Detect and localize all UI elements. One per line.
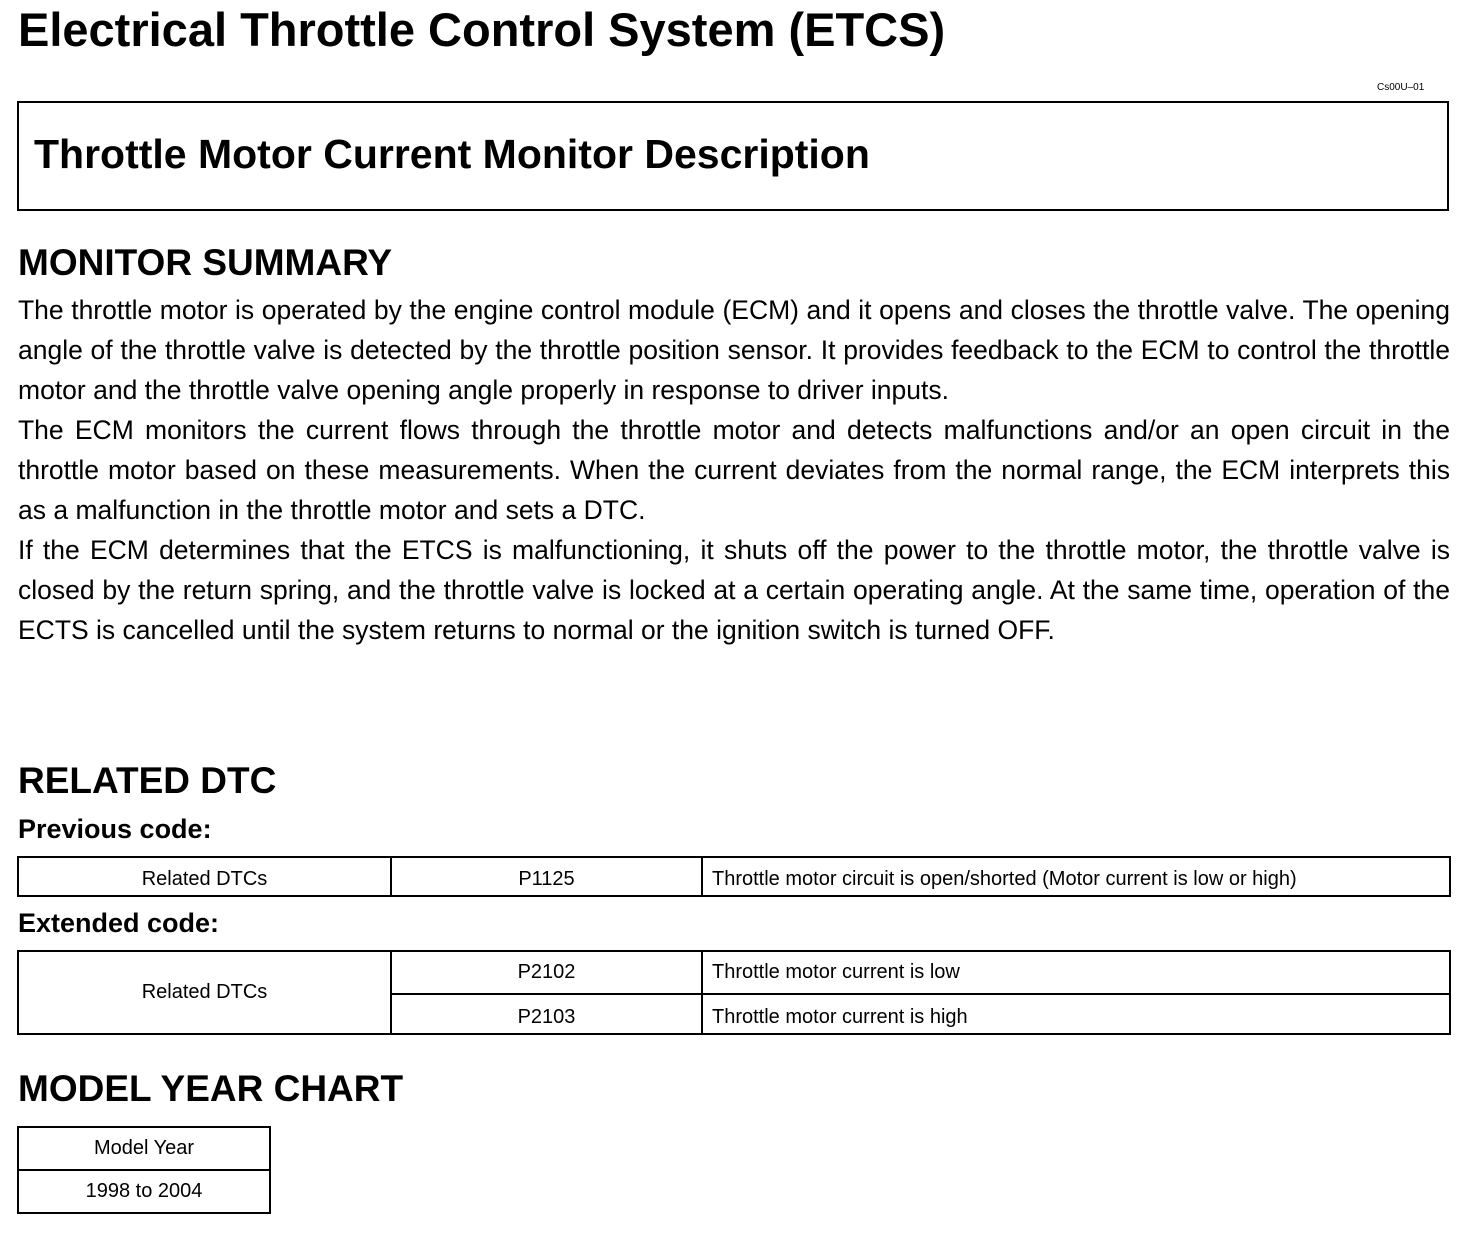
table-cell-group: Related DTCs (18, 857, 391, 896)
table-row (18, 857, 1450, 896)
summary-paragraph: The throttle motor is operated by the engine control module (ECM) and it opens and closes the throttle valve. The opening angle of the throttle valve is detected by the throttle position sensor. It provides feedback to the ECM to control the throttle motor and the throttle valve opening angle properly in response to driver inputs. (18, 295, 1450, 405)
model-year-chart-heading: MODEL YEAR CHART (18, 1068, 404, 1109)
table-cell-description: Throttle motor circuit is open/shorted (Motor current is low or high) (702, 857, 1450, 896)
section-title-box (17, 101, 1449, 211)
table-row (18, 1127, 270, 1170)
monitor-summary-heading: MONITOR SUMMARY (18, 242, 393, 283)
table-cell-code: P2102 (391, 951, 702, 994)
previous-code-label: Previous code: (18, 814, 212, 844)
page-title: Electrical Throttle Control System (ETCS) (18, 3, 946, 56)
summary-paragraph: If the ECM determines that the ETCS is malfunctioning, it shuts off the power to the throttle motor, the throttle valve is closed by the return spring, and the throttle valve is locked at a certain operating angle. At the same time, operation of the ECTS is cancelled until the system returns to normal or the ignition switch is turned OFF. (18, 535, 1450, 645)
extended-code-table (17, 950, 1451, 1035)
table-cell-code: P1125 (391, 857, 702, 896)
table-header-cell: Model Year (18, 1127, 270, 1170)
table-cell-description: Throttle motor current is high (702, 994, 1450, 1034)
model-year-table (17, 1126, 271, 1214)
table-cell-code: P2103 (391, 994, 702, 1034)
summary-paragraph: The ECM monitors the current flows through the throttle motor and detects malfunctions and/or an open circuit in the throttle motor based on these measurements. When the current deviates from the normal range, the ECM interprets this as a malfunction in the throttle motor and sets a DTC. (18, 415, 1450, 525)
table-cell-group: Related DTCs (18, 951, 391, 1034)
table-row (18, 951, 1450, 994)
document-code: Cs00U–01 (1377, 82, 1425, 93)
monitor-summary-text (18, 290, 1450, 650)
extended-code-label: Extended code: (18, 908, 220, 938)
section-title: Throttle Motor Current Monitor Description (34, 131, 870, 177)
table-row (18, 1170, 270, 1213)
table-cell-description: Throttle motor current is low (702, 951, 1450, 994)
table-cell: 1998 to 2004 (18, 1170, 270, 1213)
related-dtc-heading: RELATED DTC (18, 760, 277, 801)
previous-code-table (17, 856, 1451, 897)
